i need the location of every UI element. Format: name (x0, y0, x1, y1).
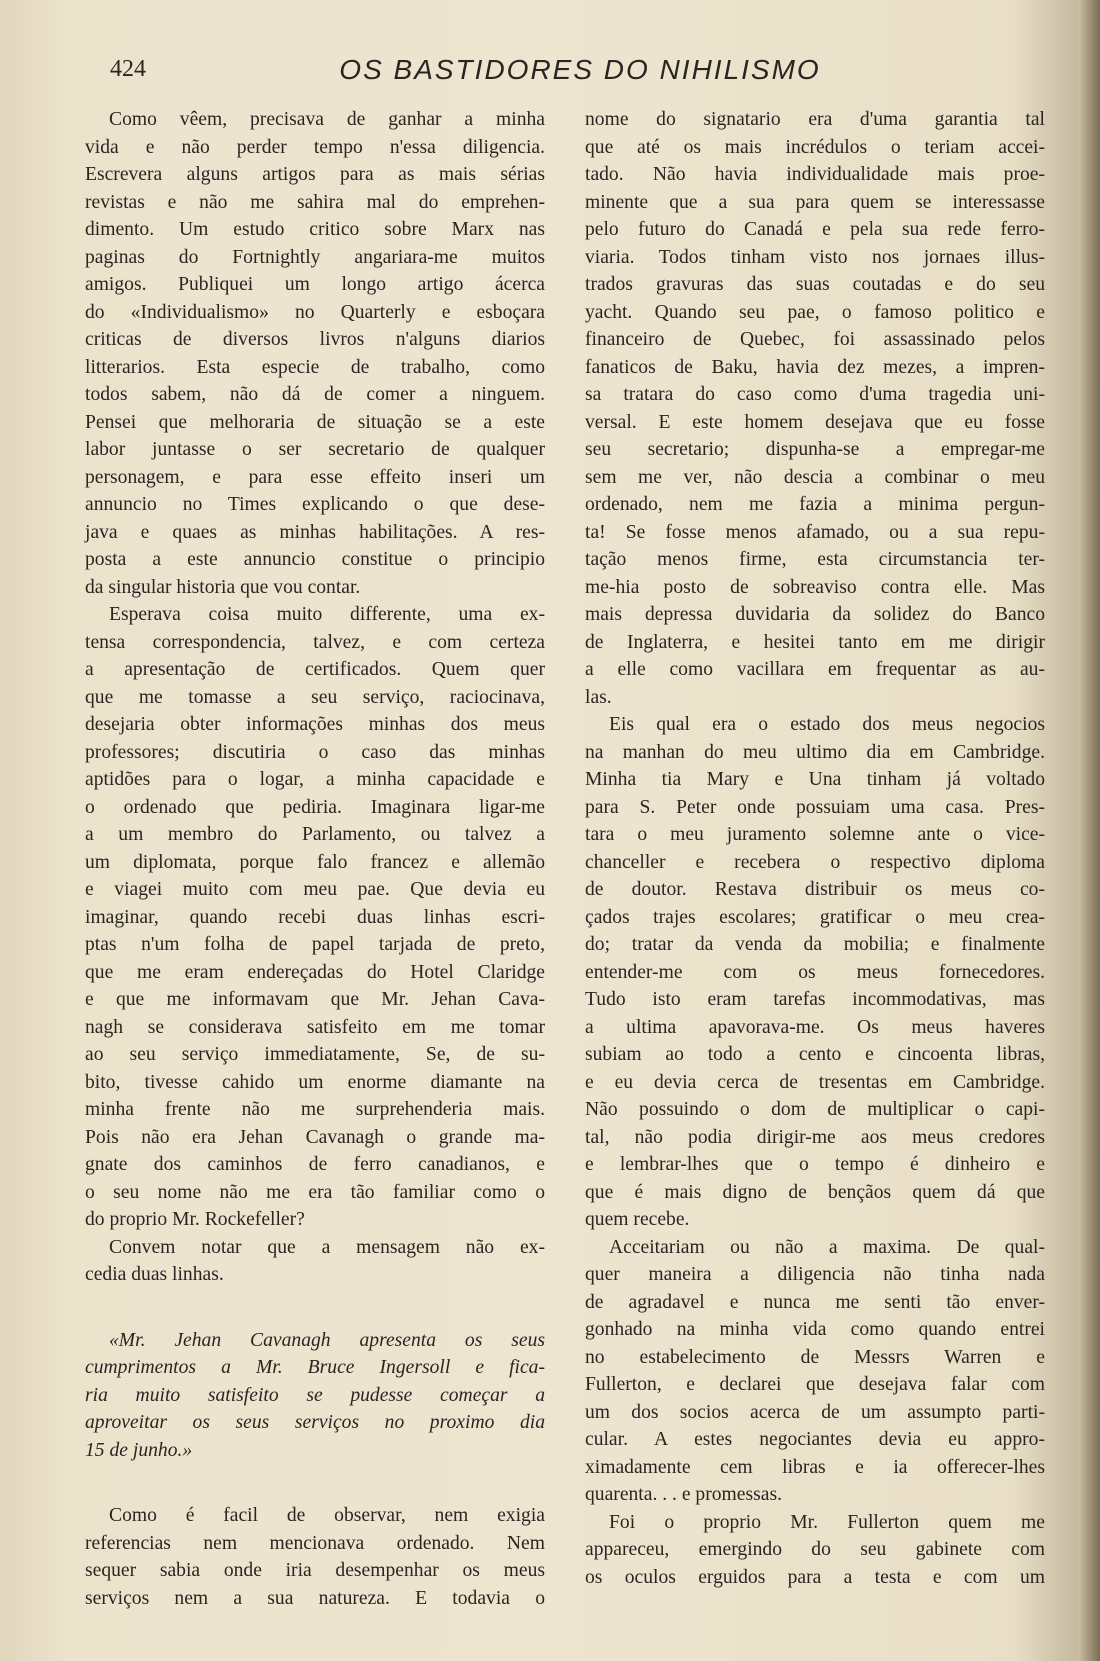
text-line: para S. Peter onde possuiam uma casa. Pres- (585, 796, 1045, 818)
text-line: do proprio Mr. Rockefeller? (85, 1209, 305, 1230)
text-line: do; tratar da venda da mobilia; e finalmente (585, 934, 1045, 955)
text-line: posta a este annuncio constitue o principio (85, 549, 545, 570)
text-line: financeiro de Quebec, foi assassinado pelos (585, 329, 1045, 350)
text-line: yacht. Quando seu pae, o famoso politico e (585, 301, 1045, 323)
text-line: tensa correspondencia, talvez, e com certeza (85, 631, 545, 653)
text-line: sem me ver, não descia a combinar o meu (585, 466, 1045, 488)
text-line: a apresentação de certificados. Quem quer (85, 659, 545, 680)
text-line: litterarios. Esta especie de trabalho, como (85, 356, 545, 378)
text-line: tal, não podia dirigir-me aos meus credores (585, 1126, 1045, 1148)
text-line: quem recebe. (585, 1209, 690, 1230)
text-line: que até os mais incrédulos o teriam accei- (585, 136, 1045, 158)
text-line: Como vêem, precisava de ganhar a minha (109, 109, 545, 130)
text-line: personagem, e para esse effeito inseri um (85, 466, 545, 488)
text-line: aptidões para o logar, a minha capacidade e (85, 769, 545, 790)
text-line: quer maneira a diligencia não tinha nada (585, 1264, 1045, 1285)
text-line: me-hia posto de sobreaviso contra elle. Mas (585, 576, 1045, 598)
text-line: que me tomasse a seu serviço, raciocinava, (85, 686, 545, 708)
text-line: Escrevera alguns artigos para as mais sérias (85, 164, 545, 185)
text-line: gonhado na minha vida como quando entrei (585, 1319, 1045, 1340)
text-line: labor juntasse o ser secretario de qualquer (85, 439, 545, 460)
text-line: criticas de diversos livros n'alguns diarios (85, 329, 545, 350)
text-line: sequer sabia onde iria desempenhar os meus (85, 1560, 545, 1581)
text-line: a ultima apavorava-me. Os meus haveres (585, 1016, 1045, 1038)
text-line: e que me informavam que Mr. Jehan Cava- (85, 989, 545, 1010)
text-line: desejaria obter informações minhas dos meus (85, 714, 545, 735)
page-edge-shadow (1078, 0, 1100, 1661)
text-line: a um membro do Parlamento, ou talvez a (85, 824, 545, 845)
text-line: minente que a sua para quem se interessasse (585, 191, 1045, 213)
text-line: chanceller e recebera o respectivo diploma (585, 851, 1045, 873)
text-line: amigos. Publiquei um longo artigo ácerca (85, 274, 545, 295)
text-line: gnate dos caminhos de ferro canadianos, e (85, 1154, 545, 1175)
text-line: o seu nome não me era tão familiar como o (85, 1181, 545, 1203)
text-line: no estabelecimento de Messrs Warren e (585, 1346, 1045, 1368)
text-line: de doutor. Restava distribuir os meus co- (585, 879, 1045, 900)
text-line: um diplomata, porque falo francez e allemão (85, 851, 545, 873)
text-line: do «Individualismo» no Quarterly e esboçara (85, 301, 545, 323)
text-line: Pois não era Jehan Cavanagh o grande ma- (85, 1126, 545, 1148)
text-line: de agradavel e nunca me senti tão enver- (585, 1291, 1045, 1313)
quoted-letter-line: «Mr. Jehan Cavanagh apresenta os seus (109, 1329, 545, 1351)
text-line: bito, tivesse cahido um enorme diamante na (85, 1071, 545, 1093)
text-line: Convem notar que a mensagem não ex- (109, 1236, 545, 1258)
text-line: Eis qual era o estado dos meus negocios (609, 714, 1045, 735)
text-line: entender-me com os meus fornecedores. (585, 961, 1045, 983)
text-line: e eu devia cerca de tresentas em Cambridge. (585, 1071, 1045, 1093)
quoted-letter-line: 15 de junho.» (85, 1439, 193, 1461)
text-line: nagh se considerava satisfeito em me tomar (85, 1016, 545, 1038)
text-line: Esperava coisa muito differente, uma ex- (109, 604, 545, 625)
text-line: ordenado, nem me fazia a minima pergun- (585, 494, 1045, 515)
text-line: tação menos firme, esta circumstancia ter- (585, 549, 1045, 570)
text-line: de Inglaterra, e hesitei tanto em me dirigir (585, 631, 1045, 653)
right-text-column (585, 106, 1045, 1591)
text-line: todos sabem, não dá de comer a ninguem. (85, 384, 545, 405)
running-title: OS BASTIDORES DO NIHILISMO (339, 54, 821, 85)
text-line: dimento. Um estudo critico sobre Marx nas (85, 219, 545, 240)
text-line: annuncio no Times explicando o que dese- (85, 494, 545, 515)
paragraph-gap (85, 1464, 545, 1502)
text-line: um dos socios acerca de um assumpto parti- (585, 1401, 1045, 1423)
text-line: professores; discutiria o caso das minhas (85, 741, 545, 763)
text-line: java e quaes as minhas habilitações. A res- (85, 521, 545, 543)
text-line: que é mais digno de bençãos quem dá que (585, 1181, 1045, 1203)
text-line: çados trajes escolares; gratificar o meu crea- (585, 906, 1045, 928)
text-line: Minha tia Mary e Una tinham já voltado (585, 769, 1045, 790)
text-line: ptas n'um folha de papel tarjada de preto, (85, 934, 545, 955)
text-line: versal. E este homem desejava que eu fosse (585, 411, 1045, 433)
text-line: cular. A estes negociantes devia eu appro- (585, 1429, 1045, 1450)
text-line: Como é facil de observar, nem exigia (109, 1505, 545, 1526)
text-line: cedia duas linhas. (85, 1264, 224, 1285)
text-line: seu secretario; dispunha-se a empregar-me (585, 439, 1045, 460)
text-line: vida e não perder tempo n'essa diligencia. (85, 136, 545, 158)
text-line: e viagei muito com meu pae. Que devia eu (85, 879, 545, 900)
text-line: Foi o proprio Mr. Fullerton quem me (609, 1511, 1045, 1533)
text-line: referencias nem mencionava ordenado. Nem (85, 1532, 545, 1554)
text-line: tado. Não havia individualidade mais proe- (585, 164, 1045, 185)
text-line: paginas do Fortnightly angariara-me muitos (85, 246, 545, 268)
text-line: Tudo isto eram tarefas incommodativas, mas (585, 989, 1045, 1010)
text-line: pelo futuro do Canadá e pela sua rede ferro- (585, 219, 1045, 240)
left-text-column (85, 106, 545, 1612)
text-line: trados gravuras das suas coutadas e do seu (585, 274, 1045, 295)
text-line: e lembrar-lhes que o tempo é dinheiro e (585, 1154, 1045, 1175)
page-header (0, 54, 1100, 94)
quoted-letter-line: ria muito satisfeito se pudesse começar a (85, 1384, 545, 1406)
text-line: Acceitariam ou não a maxima. De qual- (609, 1236, 1045, 1258)
text-line: las. (585, 686, 612, 708)
text-line: viaria. Todos tinham visto nos jornaes illus- (585, 246, 1045, 268)
text-line: a elle como vacillara em frequentar as au- (585, 659, 1045, 680)
text-line: ta! Se fosse menos afamado, ou a sua repu- (585, 521, 1045, 543)
text-line: appareceu, emergindo do seu gabinete com (585, 1539, 1045, 1560)
text-line: os oculos erguidos para a testa e com um (585, 1566, 1045, 1588)
text-line: mais depressa duvidaria da solidez do Banco (585, 604, 1045, 625)
text-line: minha frente não me surprehenderia mais. (85, 1099, 545, 1120)
text-line: quarenta. . . e promessas. (585, 1484, 782, 1505)
text-line: o ordenado que pediria. Imaginara ligar-me (85, 796, 545, 818)
quoted-letter-line: cumprimentos a Mr. Bruce Ingersoll e fica- (85, 1357, 545, 1378)
text-line: Pensei que melhoraria de situação se a este (85, 411, 545, 433)
text-line: na manhan do meu ultimo dia em Cambridge. (585, 741, 1045, 763)
paragraph-gap (85, 1289, 545, 1327)
text-line: fanaticos de Baku, havia dez mezes, a impren- (585, 356, 1045, 378)
text-line: nome do signatario era d'uma garantia tal (585, 109, 1045, 130)
quoted-letter-line: aproveitar os seus serviços no proximo dia (85, 1412, 545, 1433)
text-line: revistas e não me sahira mal do emprehen- (85, 191, 545, 213)
text-line: Não possuindo o dom de multiplicar o capi- (585, 1099, 1045, 1120)
text-line: imaginar, quando recebi duas linhas escri- (85, 906, 545, 928)
text-line: tara o meu juramento solemne ante o vice- (585, 824, 1045, 845)
text-line: ximadamente cem libras e ia offerecer-lhes (585, 1456, 1045, 1478)
page-number: 424 (110, 56, 146, 82)
text-line: sa tratara do caso como d'uma tragedia uni- (585, 384, 1045, 405)
text-line: ao seu serviço immediatamente, Se, de su- (85, 1044, 545, 1065)
text-line: subiam ao todo a cento e cincoenta libras, (585, 1044, 1045, 1065)
text-line: da singular historia que vou contar. (85, 576, 361, 598)
text-line: serviços nem a sua natureza. E todavia o (85, 1587, 545, 1609)
text-line: que me eram endereçadas do Hotel Claridge (85, 961, 545, 983)
text-line: Fullerton, e declarei que desejava falar com (585, 1374, 1045, 1395)
